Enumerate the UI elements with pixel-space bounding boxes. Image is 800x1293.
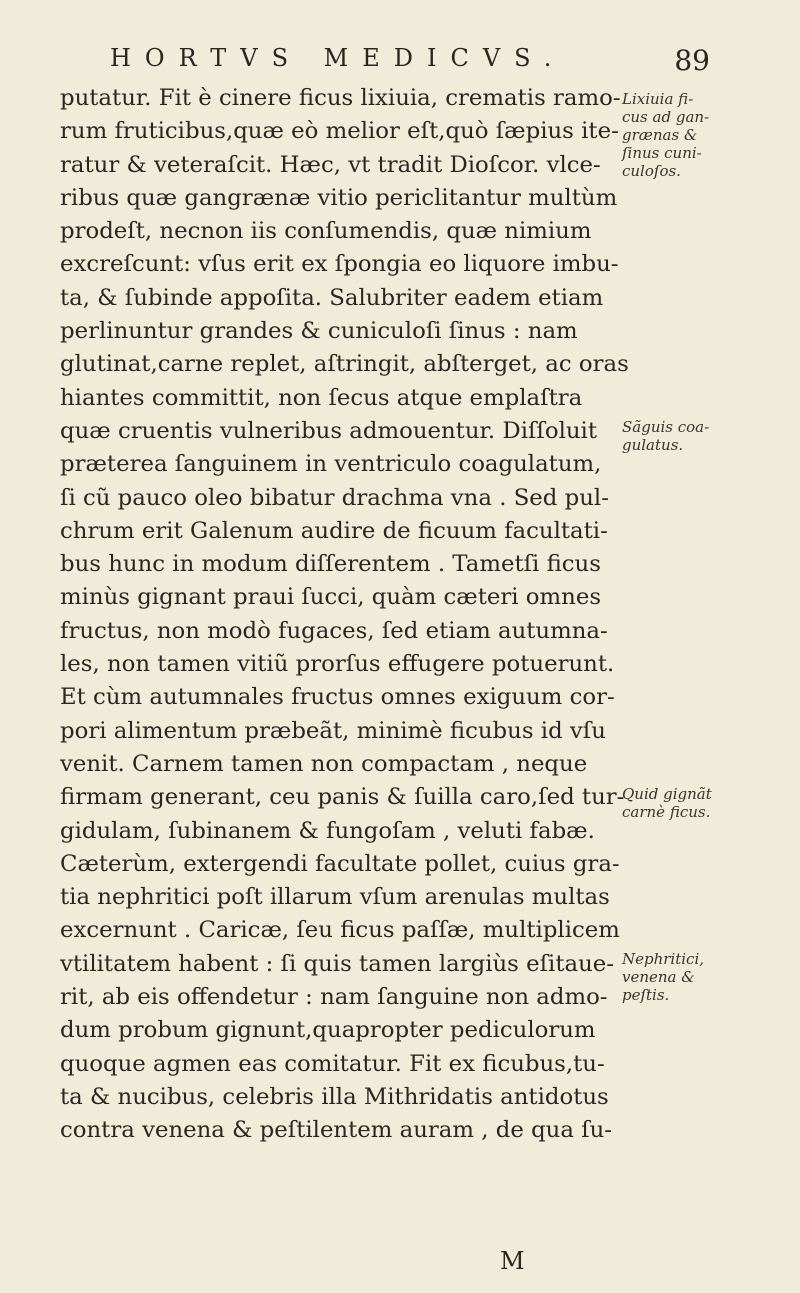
margin-note-line: peſtis. (622, 986, 670, 1004)
margin-note-line: grænas & (622, 126, 698, 144)
text-line: fructus, non modò fugaces, ſed etiam autumna- (60, 617, 608, 644)
text-line: excreſcunt: vſus erit ex ſpongia eo liquore imbu- (60, 251, 619, 278)
running-title: HORTVS MEDICVS. (110, 44, 566, 72)
text-line: gidulam, ſubinanem & fungoſam , veluti fabæ. (60, 817, 595, 844)
text-line: bus hunc in modum diſſerentem . Tametſi ficus (60, 551, 601, 578)
text-line: minùs gignant praui ſucci, quàm cæteri omnes (60, 584, 602, 611)
margin-note-line: carnè ficus. (622, 803, 711, 821)
text-line: dum probum gignunt,quapropter pediculorum (60, 1017, 596, 1044)
text-line: pori alimentum præbeãt, minimè ficubus id vſu (60, 717, 606, 744)
text-line: tia nephritici poſt illarum vſum arenulas multas (60, 884, 610, 911)
text-line: ta & nucibus, celebris illa Mithridatis antidotus (60, 1083, 609, 1110)
text-line: prodeſt, necnon iis conſumendis, quæ nimium (60, 218, 592, 245)
margin-note-line: venena & (622, 968, 695, 986)
running-header (110, 44, 710, 84)
page-number: 89 (674, 44, 710, 77)
margin-note-sanguis (622, 418, 709, 454)
text-line: hiantes committit, non ſecus atque emplaſtra (60, 384, 583, 411)
text-line: rit, ab eis offendetur : nam ſanguine non admo- (60, 984, 608, 1011)
text-line: les, non tamen vitiũ prorſus effugere potuerunt. (60, 651, 615, 678)
margin-note-nephritici (622, 950, 704, 1004)
margin-note-line: Quid gignãt (622, 785, 712, 803)
text-line: præterea ſanguinem in ventriculo coagulatum, (60, 451, 602, 478)
text-line: venit. Carnem tamen non compactam , neque (60, 750, 588, 777)
text-line: Et cùm autumnales fructus omnes exiguum cor- (60, 684, 615, 711)
text-line: putatur. Fit è cinere ficus lixiuia, crematis ramo- (60, 85, 621, 111)
margin-note-quid-gignant (622, 785, 712, 821)
text-line: quæ cruentis vulneribus admouentur. Diſſoluit (60, 417, 598, 444)
text-line: ta, & ſubinde appoſita. Salubriter eadem etiam (60, 284, 604, 311)
text-line: ratur & veteraſcit. Hæc, vt tradit Dioſcor. vlce- (60, 151, 601, 178)
margin-note-line: Lixiuia fi- (622, 90, 694, 108)
text-line: Cæterùm, extergendi facultate pollet, cuius gra- (60, 850, 620, 877)
text-line: firmam generant, ceu panis & ſuilla caro,ſed tur- (60, 784, 625, 811)
text-line: glutinat,carne replet, aſtringit, abſterget, ac oras (60, 351, 629, 378)
text-line: ribus quæ gangrænæ vitio periclitantur multùm (60, 184, 618, 211)
margin-note-line: culoſos. (622, 162, 681, 180)
margin-note-line: Nephritici, (622, 950, 705, 968)
margin-note-line: ſinus cuni- (622, 144, 702, 162)
margin-note-lixiuia (622, 90, 709, 180)
text-line: contra venena & peſtilentem auram , de qua ſu- (60, 1117, 613, 1144)
text-line: quoque agmen eas comitatur. Fit ex ficubus,tu- (60, 1050, 605, 1077)
text-line: perlinuntur grandes & cuniculoſi ſinus : nam (60, 318, 578, 345)
text-line: rum fruticibus,quæ eò melior eſt,quò ſæpius ite- (60, 118, 619, 145)
text-line: excernunt . Caricæ, ſeu ficus paſſæ, multiplicem (60, 917, 620, 944)
margin-note-line: cus ad gan- (622, 108, 710, 126)
main-text (60, 82, 629, 1148)
margin-note-line: Sãguis coa- (622, 418, 710, 436)
text-line: ſi cũ pauco oleo bibatur drachma vna . Sed pul- (60, 484, 609, 511)
text-line: vtilitatem habent : ſi quis tamen largiùs eſitaue- (60, 950, 614, 977)
catchword: M (500, 1247, 525, 1275)
text-line: chrum erit Galenum audire de ficuum facultati- (60, 517, 608, 544)
margin-note-line: gulatus. (622, 436, 684, 454)
